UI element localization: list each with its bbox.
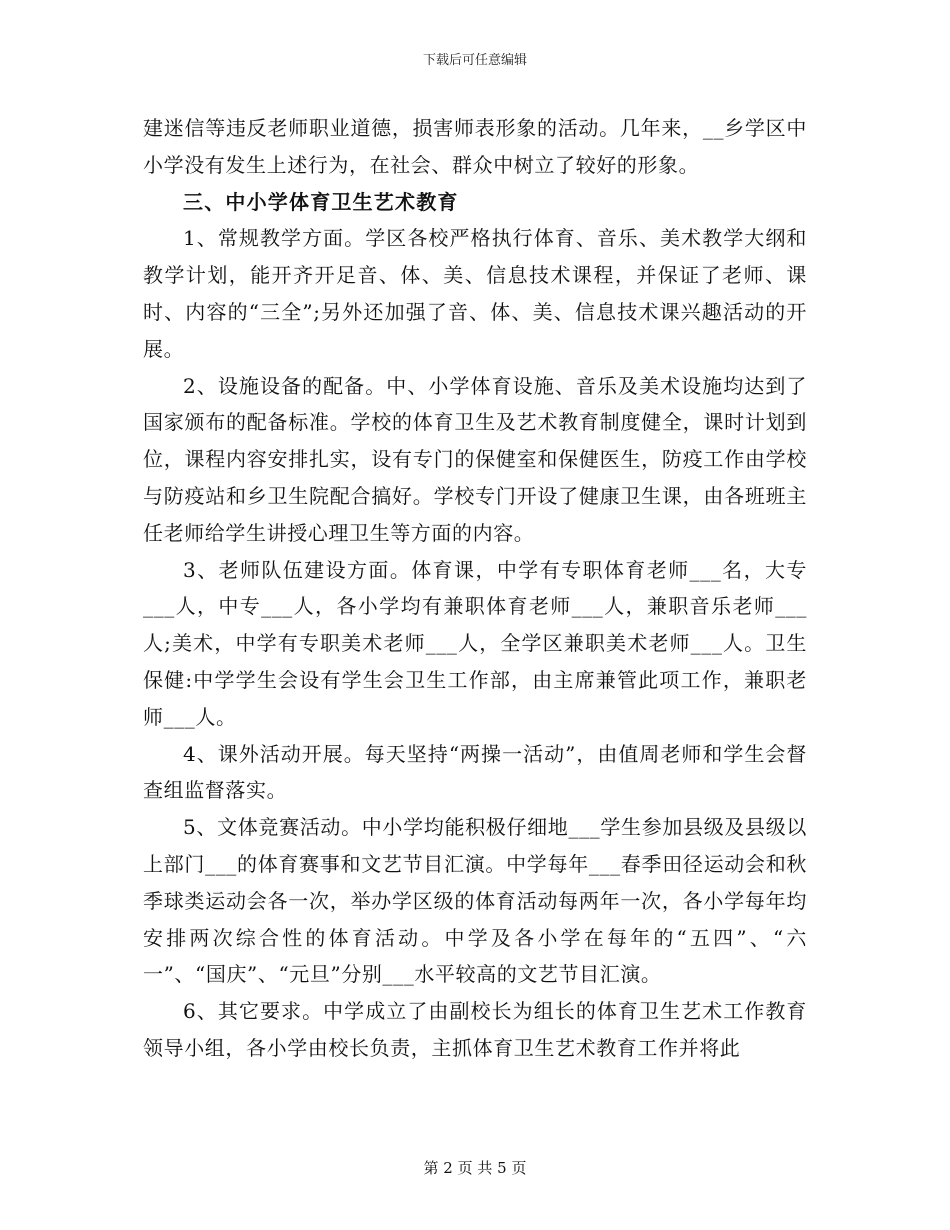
body-paragraph-6: 6、其它要求。中学成立了由副校长为组长的体育卫生艺术工作教育领导小组，各小学由校长负责，主抓体育卫生艺术教育工作并将此 [143, 999, 807, 1060]
body-paragraph-4: 4、课外活动开展。每天坚持“两操一活动”，由值周老师和学生会督查组监督落实。 [143, 741, 807, 803]
page-indicator: 第 2 页 共 5 页 [423, 1159, 527, 1177]
body-paragraph-2: 2、设施设备的配备。中、小学体育设施、音乐及美术设施均达到了国家颁布的配备标准。学校的体育卫生及艺术教育制度健全，课时计划到位，课程内容安排扎实，设有专门的保健室和保健医生，防疫工作由学校与防疫站和乡卫生院配合搞好。学校专门开设了健康卫生课，由各班班主任老师给学生讲授心理卫生等方面的内容。 [143, 373, 807, 545]
header-note: 下载后可任意编辑 [422, 53, 527, 68]
body-paragraph-5: 5、文体竞赛活动。中小学均能积极仔细地___学生参加县级及县级以上部门___的体育赛事和文艺节目汇演。中学每年___春季田径运动会和秋季球类运动会各一次，举办学区级的体育活动每两年一次，各小学每年均安排两次综合性的体育活动。中学及各小学在每年的“五四”、“六一”、“国庆”、“元旦”分别___水平较高的文艺节目汇演。 [143, 815, 807, 987]
body-paragraph-1: 1、常规教学方面。学区各校严格执行体育、音乐、美术教学大纲和教学计划，能开齐开足音、体、美、信息技术课程，并保证了老师、课时、内容的“三全”;另外还加强了音、体、美、信息技术课兴趣活动的开展。 [143, 226, 807, 361]
section-heading: 三、中小学体育卫生艺术教育 [183, 189, 459, 214]
document-body [143, 110, 807, 1067]
body-paragraph-3: 3、老师队伍建设方面。体育课，中学有专职体育老师___名，大专___人，中专___人，各小学均有兼职体育老师___人，兼职音乐老师___人;美术，中学有专职美术老师___人，全学区兼职美术老师___人。卫生保健:中学学生会设有学生会卫生工作部，由主席兼管此项工作，兼职老师___人。 [143, 557, 808, 729]
body-paragraph-continuation: 建迷信等违反老师职业道德，损害师表形象的活动。几年来，__乡学区中小学没有发生上述行为，在社会、群众中树立了较好的形象。 [143, 116, 807, 177]
